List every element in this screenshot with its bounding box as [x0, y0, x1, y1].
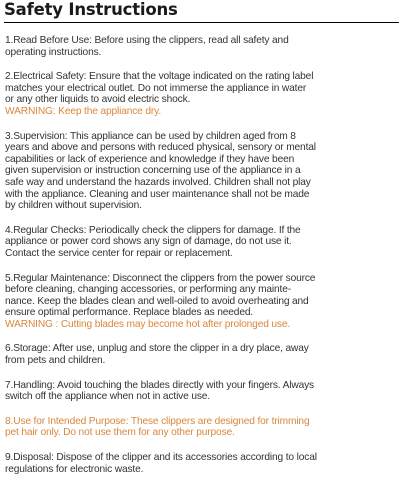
instruction-text-line: from pets and children. — [5, 355, 106, 367]
instruction-text-line: Contact the service center for repair or replacement. — [5, 247, 233, 259]
instruction-item-6 — [5, 343, 399, 366]
instruction-text-line: matches your electrical outlet. Do not immerse the appliance in water — [5, 82, 307, 94]
instruction-item-2 — [5, 71, 399, 117]
page-title: Safety Instructions — [4, 0, 178, 19]
instruction-item-4 — [5, 225, 399, 260]
instruction-text-line: before cleaning, changing accessories, or performing any mainte- — [5, 284, 291, 296]
instruction-text-line: 1.Read Before Use: Before using the clippers, read all safety and — [5, 35, 289, 46]
instruction-text-line: by children without supervision. — [5, 200, 142, 212]
instruction-text-line: with the appliance. Cleaning and user maintenance shall not be made — [5, 188, 310, 200]
warning-text-line: WARNING: Keep the appliance dry. — [5, 105, 162, 117]
instruction-text-line: ensure optimal performance. Replace blades as needed. — [5, 307, 254, 319]
instruction-text-line: capabilities or lack of experience and knowledge if they have been — [5, 153, 295, 165]
instruction-text-line: 5.Regular Maintenance: Disconnect the clippers from the power source — [5, 272, 316, 284]
instructions-list — [5, 35, 399, 488]
instruction-text-line: operating instructions. — [5, 46, 102, 58]
instruction-item-7 — [5, 380, 399, 403]
instruction-item-9 — [5, 452, 399, 475]
instruction-item-1 — [5, 35, 399, 58]
instruction-text-line: 2.Electrical Safety: Ensure that the voltage indicated on the rating label — [5, 71, 314, 83]
instruction-text-line: appliance or power cord shows any sign of damage, do not use it. — [5, 236, 292, 248]
instruction-text-line: 6.Storage: After use, unplug and store the clipper in a dry place, away — [5, 343, 309, 355]
instruction-text-line: 3.Supervision: This appliance can be used by children aged from 8 — [5, 130, 296, 142]
instruction-text-line: or any other liquids to avoid electric shock. — [5, 94, 191, 106]
instruction-text-line: 4.Regular Checks: Periodically check the clippers for damage. If the — [5, 224, 301, 236]
instruction-text-line: years and above and persons with reduced physical, sensory or mental — [5, 142, 316, 154]
instruction-item-3 — [5, 131, 399, 212]
warning-text-line: 8.Use for Intended Purpose: These clippers are designed for trimming — [5, 415, 310, 427]
warning-text-line: WARNING : Cutting blades may become hot after prolonged use. — [5, 318, 291, 330]
instruction-text-line: nance. Keep the blades clean and well-oiled to avoid overheating and — [5, 295, 309, 307]
instruction-text-line: safe way and understand the hazards involved. Children shall not play — [5, 176, 311, 188]
instruction-item-8 — [5, 416, 399, 439]
instruction-text-line: regulations for electronic waste. — [5, 463, 144, 475]
instruction-text-line: 7.Handling: Avoid touching the blades directly with your fingers. Always — [5, 379, 314, 391]
instruction-item-5 — [5, 273, 399, 331]
warning-text-line: pet hair only. Do not use them for any other purpose. — [5, 427, 235, 439]
instruction-text-line: given supervision or instruction concerning use of the appliance in a — [5, 165, 301, 177]
title-divider — [4, 22, 399, 23]
instruction-text-line: switch off the appliance when not in active use. — [5, 391, 210, 403]
instruction-text-line: 9.Disposal: Dispose of the clipper and its accessories according to local — [5, 452, 317, 464]
